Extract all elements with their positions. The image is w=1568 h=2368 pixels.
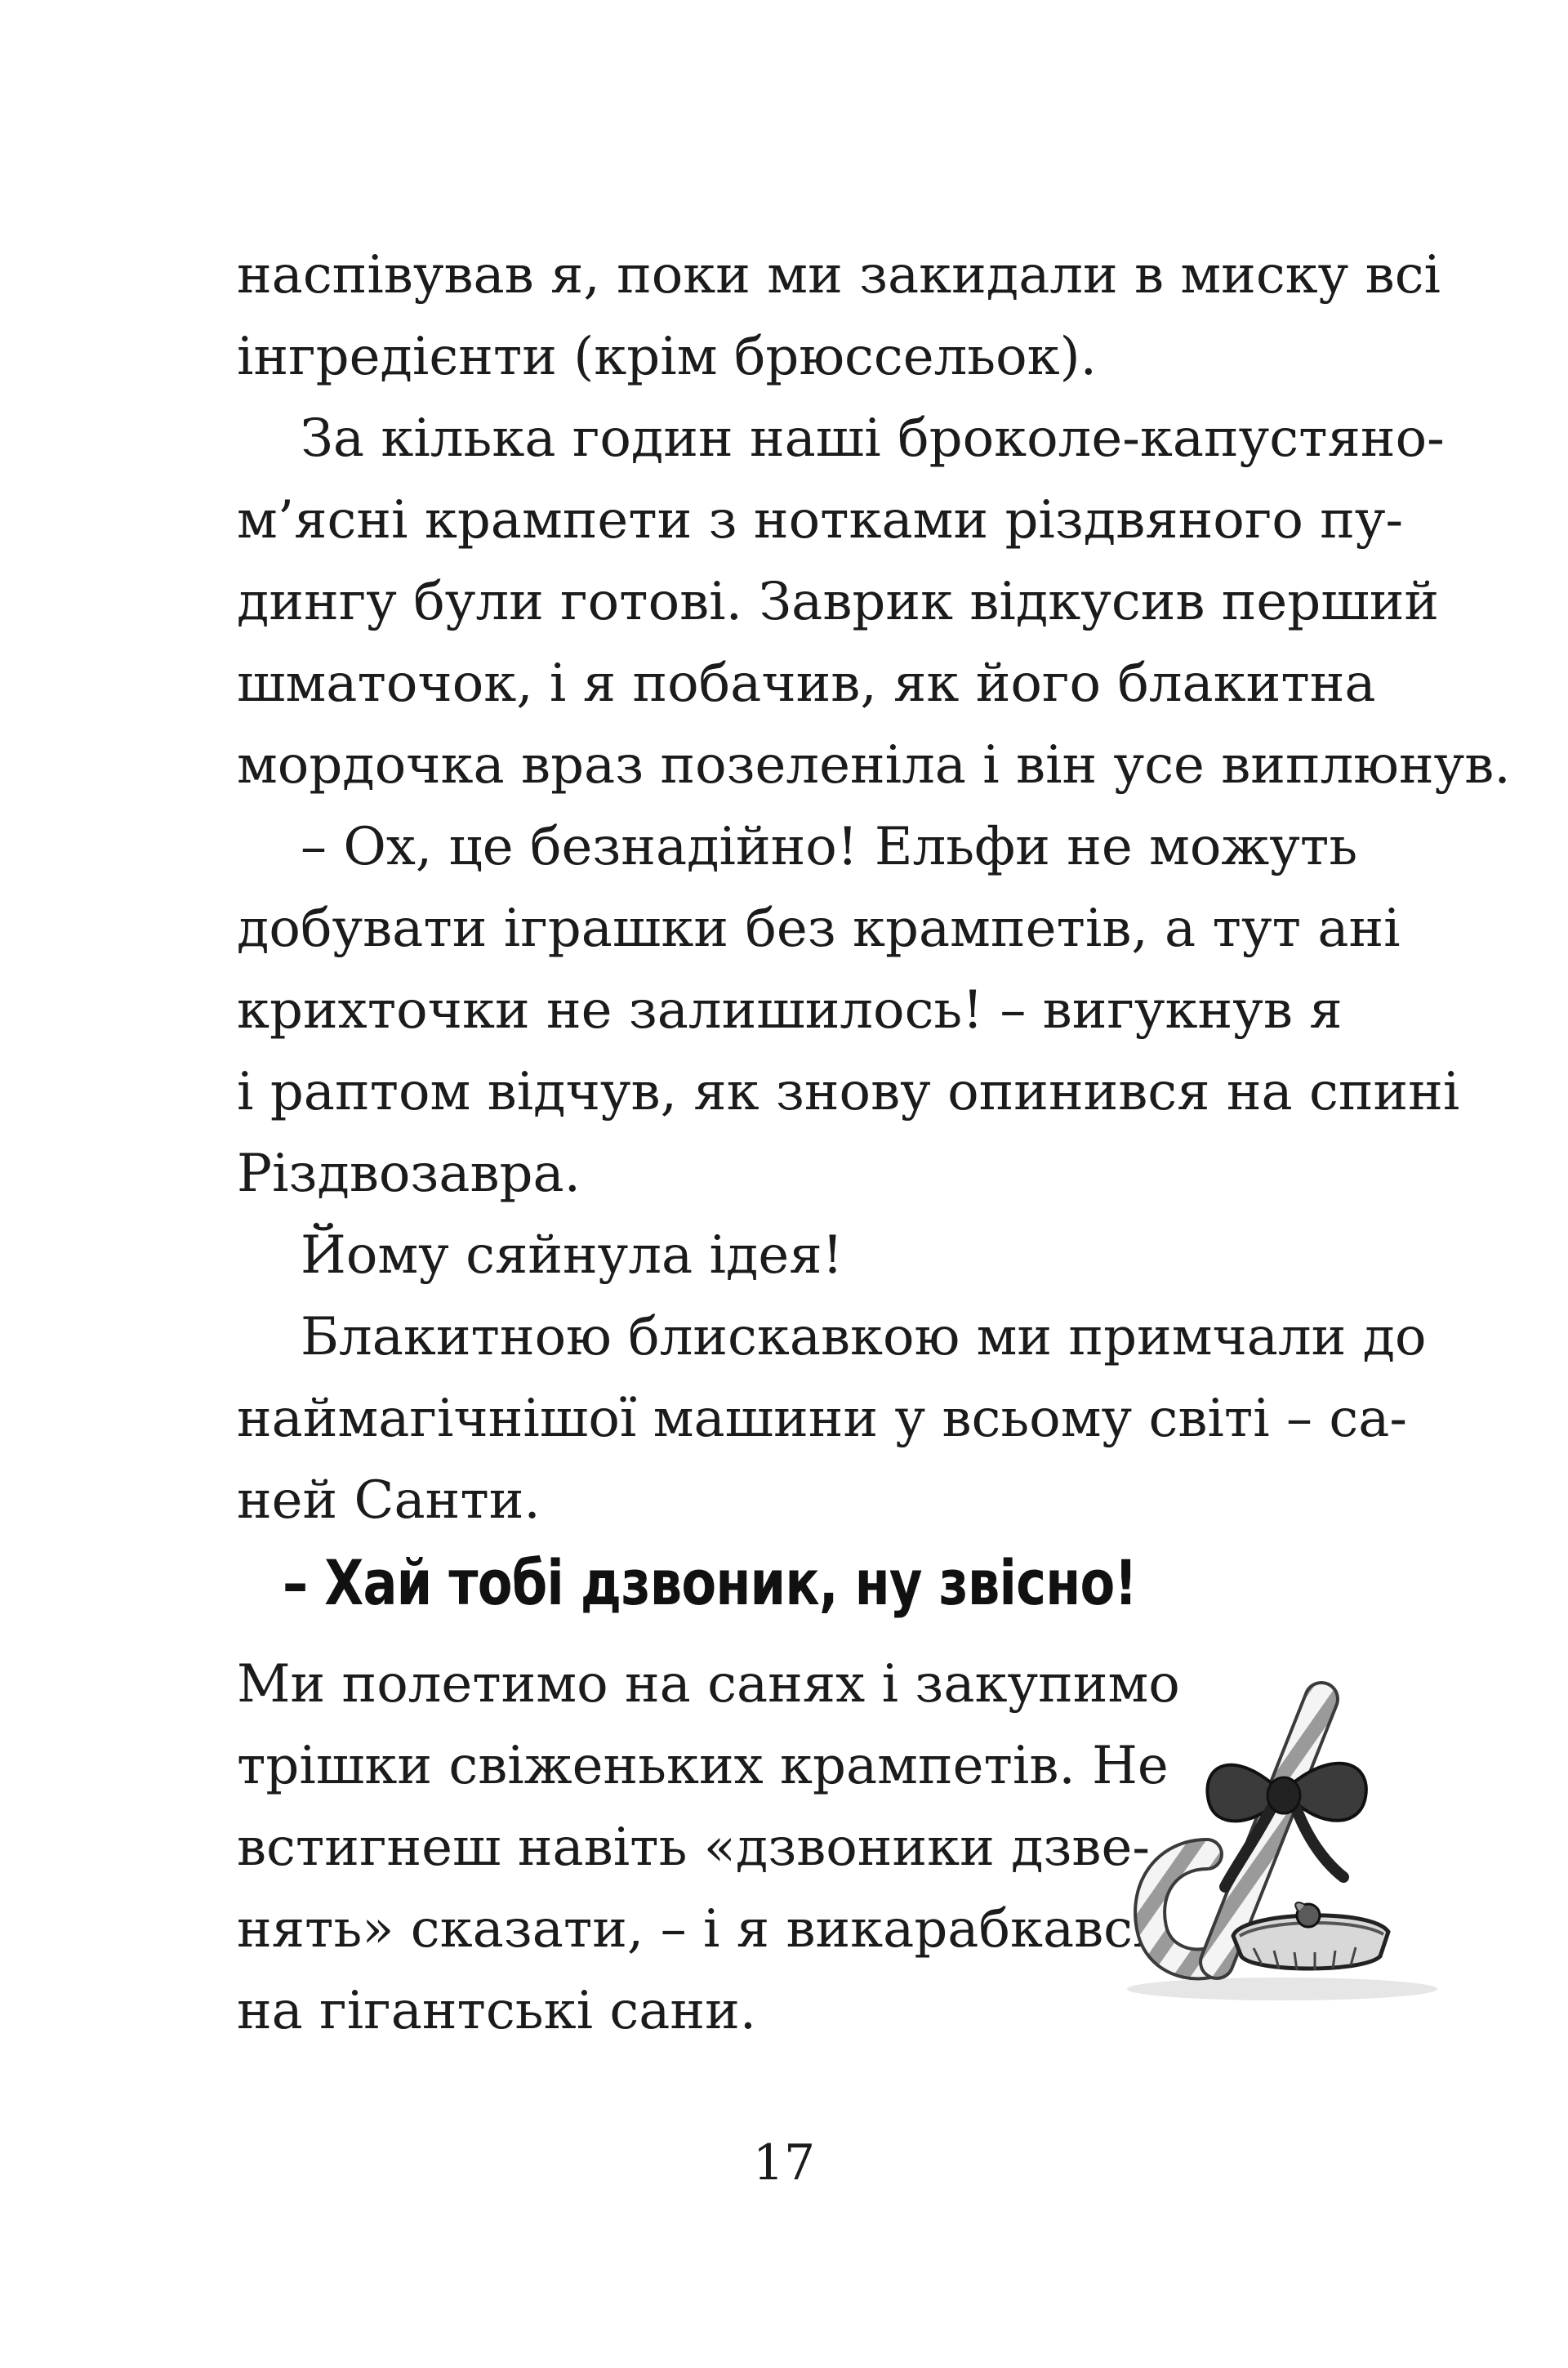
paragraph-line: наймагічнішої машини у всьому світі – са- — [237, 1389, 1407, 1449]
side-paragraph-line: нять» сказати, – і я викарабкався — [237, 1899, 1166, 1960]
side-paragraph-line: Ми полетимо на санях і закупимо — [237, 1654, 1180, 1715]
side-paragraph-line: встигнеш навіть «дзвоники дзве- — [237, 1817, 1150, 1878]
paragraph-line: За кілька годин наші броколе-капустяно- — [301, 408, 1445, 469]
paragraph-line: – Ох, це безнадійно! Ельфи не можуть — [301, 817, 1358, 877]
paragraph-line: Різдвозавра. — [237, 1144, 581, 1204]
paragraph-line: м’ясні крампети з нотками різдвяного пу- — [237, 490, 1404, 551]
candy-cane-with-bow-and-pie-icon — [1111, 1666, 1454, 2018]
side-paragraph-line: на гігантські сани. — [237, 1981, 757, 2041]
exclamation-heading: – Хай тобі дзвоник, ну звісно! — [283, 1546, 1138, 1619]
page-number: 17 — [752, 2134, 816, 2192]
paragraph-line: шматочок, і я побачив, як його блакитна — [237, 653, 1376, 714]
paragraph-line: Блакитною блискавкою ми примчали до — [301, 1307, 1427, 1367]
paragraph-line: дингу були готові. Заврик відкусив перший — [237, 572, 1440, 632]
paragraph-line: ней Санти. — [237, 1470, 541, 1531]
paragraph-line: мордочка враз позеленіла і він усе виплюнув. — [237, 735, 1511, 796]
side-paragraph-line: трішки свіженьких крампетів. Не — [237, 1736, 1169, 1796]
paragraph-line: добувати іграшки без крампетів, а тут ані — [237, 899, 1401, 959]
paragraph-line: Йому сяйнула ідея! — [301, 1225, 844, 1286]
paragraph-line: інгредієнти (крім брюссельок). — [237, 327, 1097, 387]
paragraph-line: наспівував я, поки ми закидали в миску всі — [237, 245, 1441, 305]
paragraph-line: крихточки не залишилось! – вигукнув я — [237, 980, 1343, 1041]
paragraph-line: і раптом відчув, як знову опинився на спині — [237, 1062, 1460, 1122]
